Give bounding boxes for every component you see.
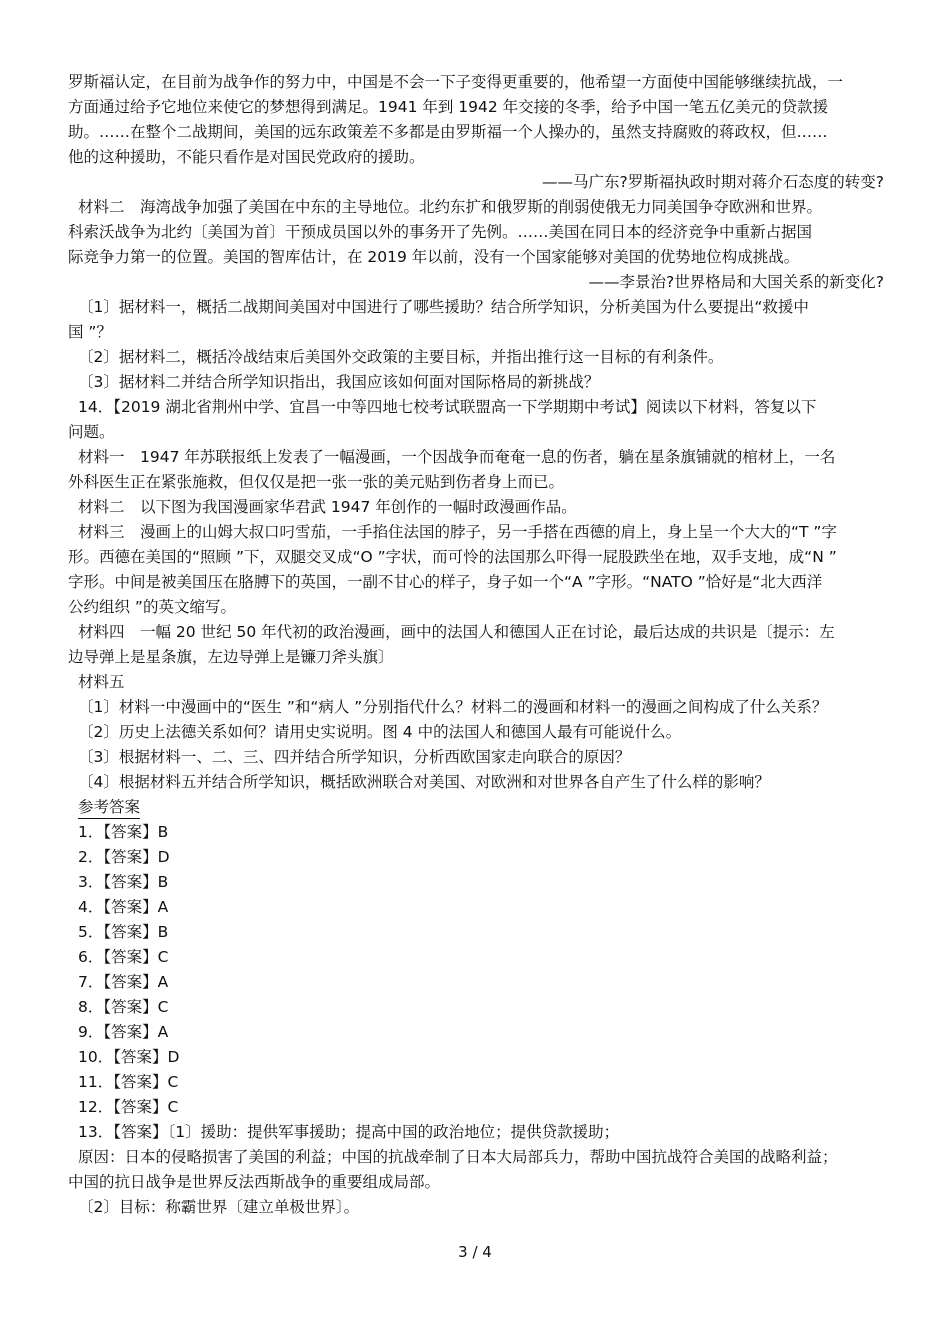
answer-line: 3．【答案】B [78,873,169,891]
text-line: 边导弹上是星条旗，左边导弹上是镰刀斧头旗〕 [68,648,394,666]
text-line: 材料五 [78,673,125,691]
answer-line: 8．【答案】C [78,998,169,1016]
text-line: 际竞争力第一的位置。美国的智库估计，在 2019 年以前，没有一个国家能够对美国的优势地位构成挑战。 [68,248,800,266]
answer-line: 9．【答案】A [78,1023,169,1041]
text-line: 材料一 1947 年苏联报纸上发表了一幅漫画，一个因战争而奄奄一息的伤者，躺在星条旗铺就的棺材上，一名 [78,448,836,466]
answer-line: 10．【答案】D [78,1048,180,1066]
question-line: 〔1〕材料一中漫画中的“医生 ”和“病人 ”分别指代什么？材料二的漫画和材料一的漫画之间构成了什么关系？ [78,698,828,716]
source-citation: ——马广东?罗斯福执政时期对蒋介石态度的转变? [542,173,884,191]
text-line: 材料二 以下图为我国漫画家华君武 1947 年创作的一幅时政漫画作品。 [78,498,577,516]
text-line: 材料二 海湾战争加强了美国在中东的主导地位。北约东扩和俄罗斯的削弱使俄无力同美国争夺欧洲和世界。 [78,198,823,216]
text-line: 外科医生正在紧张施救，但仅仅是把一张一张的美元贴到伤者身上而已。 [68,473,565,491]
answer-line: 原因：日本的侵略损害了美国的利益；中国的抗战牵制了日本大局部兵力，帮助中国抗战符合美国的战略利益； [78,1148,838,1166]
material1-continuation [68,70,884,195]
answer-line: 6．【答案】C [78,948,169,966]
question-line: 〔1〕据材料一，概括二战期间美国对中国进行了哪些援助？结合所学知识，分析美国为什么要提出“救援中 [78,298,809,316]
answer-line: 2．【答案】D [78,848,170,866]
text-line: 罗斯福认定，在目前为战争作的努力中，中国是不会一下子变得更重要的，他希望一方面使中国能够继续抗战，一 [68,73,844,91]
text-line: 材料四 一幅 20 世纪 50 年代初的政治漫画，画中的法国人和德国人正在讨论，最后达成的共识是〔提示：左 [78,623,835,641]
question-line: 〔3〕根据材料一、二、三、四并结合所学知识，分析西欧国家走向联合的原因？ [78,748,631,766]
text-line: 方面通过给予它地位来使它的梦想得到满足。1941 年到 1942 年交接的冬季，给予中国一笔五亿美元的贷款援 [68,98,829,116]
question-line: 〔3〕据材料二并结合所学知识指出，我国应该如何面对国际格局的新挑战？ [78,373,600,391]
text-line: 材料三 漫画上的山姆大叔口叼雪茄，一手掐住法国的脖子，另一手搭在西德的肩上，身上呈一个大大的“T ”字 [78,523,837,541]
answer-line: 5．【答案】B [78,923,169,941]
question-line: 〔2〕历史上法德关系如何？请用史实说明。图 4 中的法国人和德国人最有可能说什么。 [78,723,682,741]
question-heading: 问题。 [68,423,115,441]
answer-line: 11．【答案】C [78,1073,179,1091]
page-number: 3 / 4 [458,1243,492,1261]
answer-line: 1．【答案】B [78,823,169,841]
text-line: 公约组织 ”的英文缩写。 [68,598,236,616]
text-line: 形。西德在美国的“照顾 ”下，双腿交叉成“O ”字状，而可怜的法国那么吓得一屁股跌坐在地，双手支地，成“N ” [68,548,837,566]
answer-line: 13．【答案】〔1〕援助：提供军事援助；提高中国的政治地位；提供贷款援助； [78,1123,620,1141]
document-page [68,70,884,1220]
answer-line: 7．【答案】A [78,973,169,991]
question-line: 〔4〕根据材料五并结合所学知识，概括欧洲联合对美国、对欧洲和对世界各自产生了什么样的影响？ [78,773,770,791]
answer-line: 〔2〕目标：称霸世界〔建立单极世界〕。 [78,1198,360,1216]
question-14 [68,395,884,795]
answer-line: 中国的抗日战争是世界反法西斯战争的重要组成局部。 [68,1173,441,1191]
question-heading: 14．【2019 湖北省荆州中学、宜昌一中等四地七校考试联盟高一下学期期中考试】阅读以下材料，答复以下 [78,398,817,416]
answers-title: 参考答案 [78,797,140,819]
question-line: 国 ”？ [68,323,112,341]
question-line: 〔2〕据材料二，概括冷战结束后美国外交政策的主要目标，并指出推行这一目标的有利条件。 [78,348,724,366]
material2 [68,195,884,295]
answer-line: 4．【答案】A [78,898,169,916]
text-line: 字形。中间是被美国压在胳膊下的英国，一副不甘心的样子，身子如一个“A ”字形。“NATO ”恰好是“北大西洋 [68,573,823,591]
text-line: 他的这种援助，不能只看作是对国民党政府的援助。 [68,148,425,166]
text-line: 科索沃战争为北约〔美国为首〕干预成员国以外的事务开了先例。……美国在同日本的经济竞争中重新占据国 [68,223,813,241]
answer-line: 12．【答案】C [78,1098,179,1116]
text-line: 助。……在整个二战期间，美国的远东政策差不多都是由罗斯福一个人操办的，虽然支持腐败的蒋政权，但…… [68,123,828,141]
question-13-prompts [68,295,884,395]
source-citation: ——李景治?世界格局和大国关系的新变化? [588,273,884,291]
answer-key [68,795,884,1220]
